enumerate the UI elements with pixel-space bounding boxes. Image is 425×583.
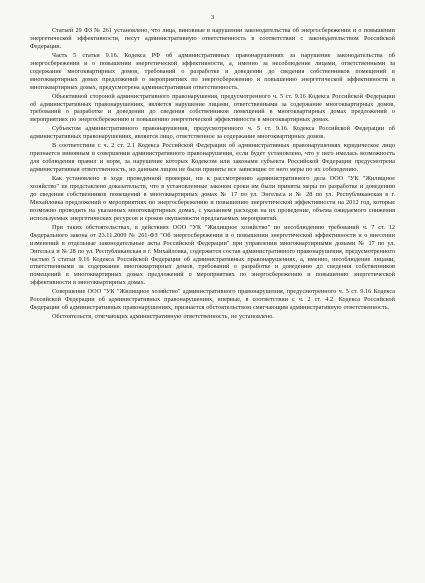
paragraph-aggravating: Обстоятельств, отягчающих административную ответственность, не установлено. — [52, 313, 275, 321]
paragraph-part-5-article-9-16: Часть 5 статьи 9.16. Кодекса РФ об административных правонарушениях за нарушение законодательства об энергосбережении и о повышении энергетической эффективности, а, именно за несоблюдение лицами, ответственными за содержание многоквартирных домов, требований о разработке и доведении до сведения собственников помещений в многоквартирных домах предложений о мероприятиях по энергосбережению и повышению энергетической эффективности в многоквартирных домах, предусмотрена административная ответственность. — [30, 51, 395, 91]
paragraph-inspection-findings: Как установлено в ходе проведенной проверки, ни к рассмотрению административного дела ООО "УК "Жилищное хозяйство" не представлено доказательств, что в установленные законом сроки им были приняты меры по разработке и доведению до сведения собственников помещений в многоквартирных домах № 17 по ул. Энгельса и № 28 по ул. Республиканская в г. Михайловка предложений о мероприятиях по энергосбережению и повышению энергетической эффективности на 2012 год, которые возможно проводить на указанных многоквартирных домах, с указанием расходов на их проведение, объема ожидаемого снижения используемых энергетических ресурсов и сроков окупаемости предлагаемых мероприятий. — [30, 175, 395, 222]
paragraph-mitigating: Совершение ООО "УК "Жилищное хозяйство" административного правонарушения, предусмотренного ч. 5 ст. 9.16 Кодекса Российской Федерации об административных правонарушениях, впервые, в соответствии с ч. 2 ст. 4.2. Кодекса Российской Федерации об административных правонарушениях, признается обстоятельством смягчающим административную ответственность. — [30, 288, 395, 312]
paragraph-circumstances: При таких обстоятельствах, в действиях ООО "УК "Жилищное хозяйство" по несоблюдению требований ч. 7 ст. 12 Федерального закона от 23.11.2009 № 261-ФЗ "Об энергосбережении и о повышении энергетической эффективности и о внесении изменений в отдельные законодательные акты Российской Федерации" при управлении многоквартирными домами № 17 по ул. Энгельса и № 28 по ул. Республиканская в г. Михайловка, содержится состав административного правонарушения, предусмотренного частью 5 статьи 9.16 Кодекса Российской Федерации об административных правонарушениях, а, именно, несоблюдение лицами, ответственными за содержание многоквартирных домов, требований о разработке и доведению до сведения собственников помещений в многоквартирных домах предложений о мероприятиях по энергосбережению и повышению энергетической эффективности в многоквартирных домах. — [30, 223, 396, 287]
paragraph-subject: Субъектом административного правонарушения, предусмотренного ч. 5 ст. 9.16. Кодекса Российской Федерации об административных правонарушениях, является лицо, ответственное за содержание многоквартирных домов. — [30, 125, 395, 141]
paragraph-article-29: Статьей 29 ФЗ № 261 установлено, что лица, виновные в нарушении законодательства об энергосбережении и о повышении энергетической эффективности, несут административную ответственность в соответствии с законодательством Российской Федерации. — [30, 27, 395, 50]
paragraph-guilt-legal-entity: В соответствии с ч. 2 ст. 2.1 Кодекса Российской Федерации об административных правонарушениях юридическое лицо признается виновным в совершении административного правонарушения, если будет установлено, что у него имелась возможность для соблюдения правил и норм, за нарушение которых Кодексом или законами субъекта Российской Федерации предусмотрена административная ответственность, но данным лицом не были приняты все зависящие от него меры по их соблюдению. — [30, 142, 395, 174]
page-number: 3 — [210, 14, 215, 21]
paragraph-objective-side: Объективной стороной административного правонарушения, предусмотренного ч. 5 ст. 9.16 Кодекса Российской Федерации об административных правонарушениях, является нарушение лицами, ответственными за содержание многоквартирных домов, требований о разработке и доведении до сведения собственников помещений в многоквартирных домах предложений о мероприятиях по энергосбережению и повышению энергетической эффективности в многоквартирных домах. — [30, 92, 395, 124]
